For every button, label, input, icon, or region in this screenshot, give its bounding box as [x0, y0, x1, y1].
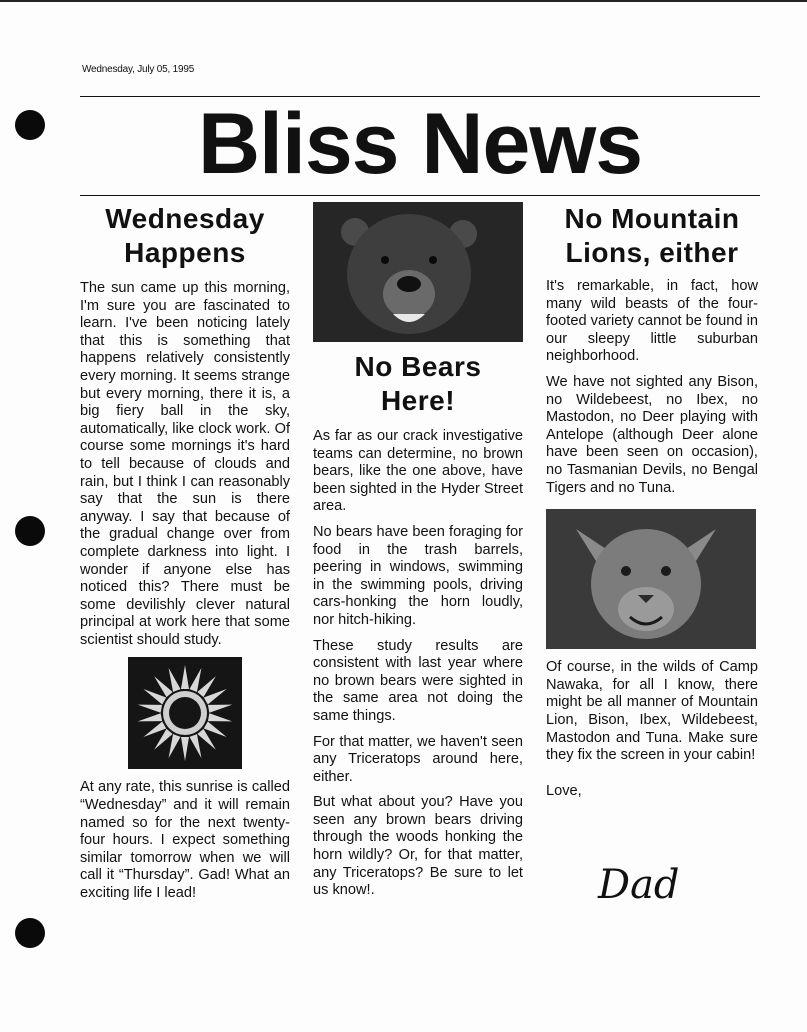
issue-date: Wednesday, July 05, 1995 — [82, 64, 195, 75]
article-paragraph: No bears have been foraging for food in the trash barrels, peering in windows, swimming in the swimming pools, driving cars-honking the horn loudly, nor hitch-hiking. — [313, 523, 523, 628]
binder-hole-bottom — [15, 918, 45, 948]
article-paragraph: The sun came up this morning, I'm sure you are fascinated to learn. I've been noticing lately that this is something that happens relatively consistently every morning. It seems strange but every morning, there it is, a big fiery ball in the sky, automatically, like clock work. Of course some mornings it's hard to tell because of clouds and rain, but I think I can reasonably say that the sun is there anyway. I say that because of the gradual change over from complete darkness into light. I wonder if anyone else has noticed this? There must be some devilishly clever natural principal at work here that some scientist should study. — [80, 280, 290, 648]
article-paragraph: We have not sighted any Bison, no Wildebeest, no Ibex, no Mastodon, no Deer playing with Antelope (although Deer alone have been seen on occasion), no Tasmanian Devils, no Bengal Tigers and no Tuna. — [546, 373, 758, 496]
column-right — [546, 202, 758, 808]
bear-image — [313, 202, 523, 342]
article-paragraph: Of course, in the wilds of Camp Nawaka, for all I know, there might be all manner of Mountain Lion, Bison, Ibex, Wildebeest, Mastodon and Tuna. Make sure they fix the screen in your cabin! — [546, 659, 758, 764]
article-paragraph: For that matter, we haven't seen any Triceratops around here, either. — [313, 733, 523, 785]
signature-dad: Dad — [598, 862, 680, 908]
headline-no-mountain-lions: No Mountain Lions, either — [564, 203, 740, 268]
article-paragraph: It's remarkable, in fact, how many wild beasts of the four-footed variety cannot be found in our sleepy little suburban neighborhood. — [546, 278, 758, 365]
sun-image — [128, 657, 242, 769]
article-paragraph: At any rate, this sunrise is called “Wednesday” and it will remain named so for the next twenty-four hours. I expect something similar tomorrow when we will call it “Thursday”. Gad! What an exciting life I lead! — [80, 779, 290, 902]
article-paragraph: These study results are consistent with last year where no brown bears were sighted in the same area not doing the same things. — [313, 637, 523, 724]
article-paragraph: As far as our crack investigative teams can determine, no brown bears, like the one above, have been sighted in the Hyder Street area. — [313, 428, 523, 515]
closing-text: Love, — [546, 782, 582, 799]
masthead-title: Bliss News — [197, 96, 643, 192]
article-paragraph: But what about you? Have you seen any brown bears driving through the woods honking the horn wildly? Or, for that matter, any Triceratops? Be sure to let us know!. — [313, 794, 523, 899]
masthead-bottom-rule — [80, 195, 760, 196]
page-top-edge — [0, 0, 807, 2]
headline-no-bears-here: No Bears Here! — [354, 351, 482, 416]
column-left — [80, 202, 290, 911]
binder-hole-top — [15, 110, 45, 140]
headline-wednesday-happens: Wednesday Happens — [105, 203, 265, 268]
mountain-lion-image — [546, 509, 756, 649]
column-middle — [313, 202, 523, 908]
binder-hole-middle — [15, 516, 45, 546]
